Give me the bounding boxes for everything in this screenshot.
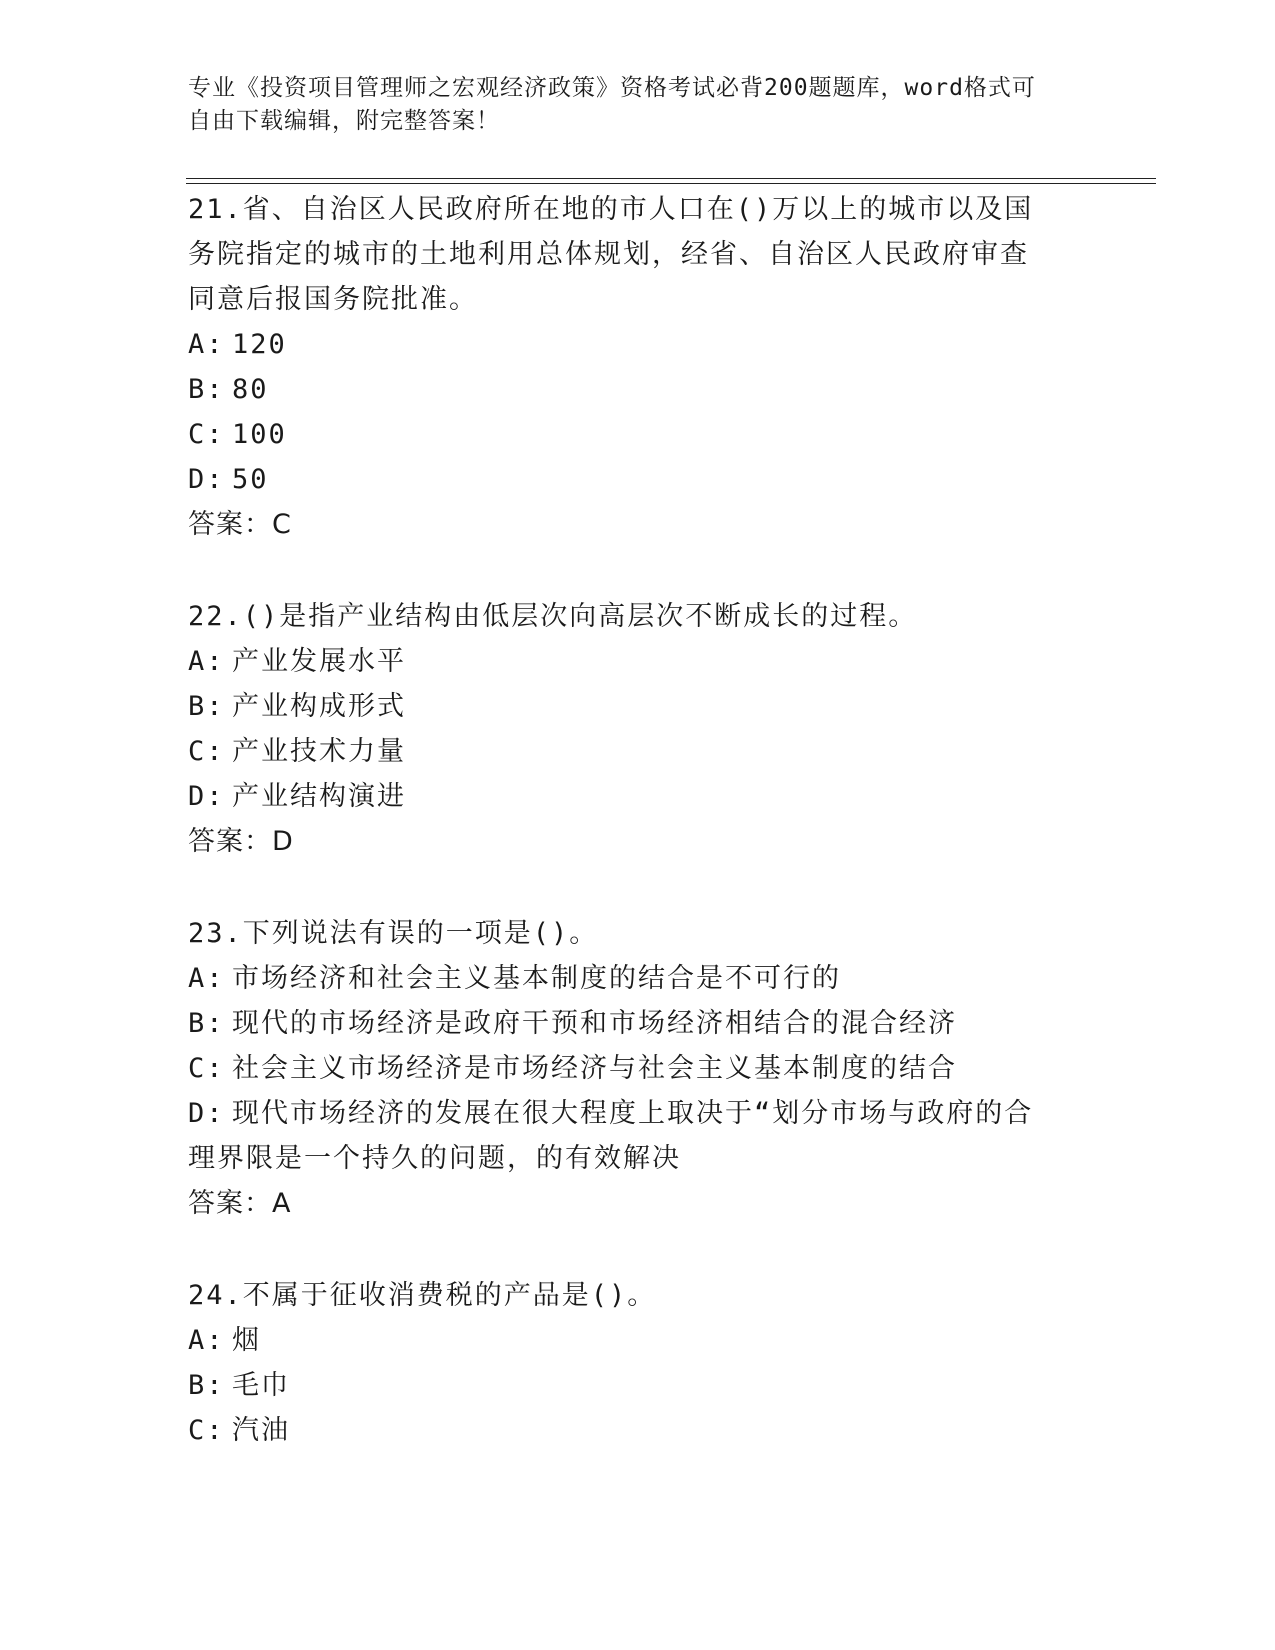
- option-d: [188, 457, 1088, 502]
- option-a: [188, 322, 1088, 367]
- question-21: [188, 187, 1088, 547]
- option-text: 烟: [232, 1325, 261, 1356]
- option-letter: B:: [188, 374, 225, 405]
- option-b: [188, 1001, 1088, 1046]
- option-text: 120: [232, 329, 287, 360]
- option-letter: C:: [188, 1053, 225, 1084]
- option-b: [188, 367, 1088, 412]
- question-22: [188, 594, 1088, 864]
- option-a: [188, 639, 1088, 684]
- option-letter: B:: [188, 1008, 225, 1039]
- option-letter: B:: [188, 691, 225, 722]
- header-divider-bottom: [186, 183, 1156, 184]
- option-text: 社会主义市场经济是市场经济与社会主义基本制度的结合: [232, 1053, 957, 1084]
- header-divider-top: [186, 178, 1156, 179]
- option-a: [188, 956, 1088, 1001]
- option-letter: C:: [188, 419, 225, 450]
- option-text: 100: [232, 419, 287, 450]
- option-text: 现代的市场经济是政府干预和市场经济相结合的混合经济: [232, 1008, 957, 1039]
- option-letter: B:: [188, 1370, 225, 1401]
- option-letter: D:: [188, 1098, 225, 1129]
- option-text: 产业结构演进: [232, 781, 406, 812]
- question-text: 21.省、自治区人民政府所在地的市人口在()万以上的城市以及国务院指定的城市的土地利用总体规划，经省、自治区人民政府审查同意后报国务院批准。: [188, 194, 1034, 315]
- option-text: 产业技术力量: [232, 736, 406, 767]
- answer-line: 答案：A: [188, 1188, 292, 1219]
- option-text: 市场经济和社会主义基本制度的结合是不可行的: [232, 963, 841, 994]
- option-c: [188, 729, 1088, 774]
- header-line-2: 自由下载编辑，附完整答案！: [188, 108, 500, 134]
- option-text: 产业发展水平: [232, 646, 406, 677]
- document-header: [188, 72, 1068, 138]
- option-letter: C:: [188, 736, 225, 767]
- option-letter: D:: [188, 464, 225, 495]
- option-letter: C:: [188, 1415, 225, 1446]
- option-d: [188, 774, 1088, 819]
- option-text: 产业构成形式: [232, 691, 406, 722]
- option-b: [188, 1363, 1088, 1408]
- option-letter: A:: [188, 646, 225, 677]
- answer-line: 答案：C: [188, 509, 292, 540]
- option-letter: A:: [188, 1325, 225, 1356]
- option-letter: A:: [188, 329, 225, 360]
- option-d: [188, 1091, 1048, 1181]
- option-c: [188, 412, 1088, 457]
- option-text: 汽油: [232, 1415, 290, 1446]
- option-text: 毛巾: [232, 1370, 290, 1401]
- answer-line: 答案：D: [188, 826, 294, 857]
- question-23: [188, 911, 1088, 1226]
- question-text: 22.()是指产业结构由低层次向高层次不断成长的过程。: [188, 601, 918, 632]
- option-letter: A:: [188, 963, 225, 994]
- option-c: [188, 1408, 1088, 1453]
- option-b: [188, 684, 1088, 729]
- question-text: 24.不属于征收消费税的产品是()。: [188, 1280, 657, 1311]
- question-24: [188, 1273, 1088, 1453]
- option-a: [188, 1318, 1088, 1363]
- question-text: 23.下列说法有误的一项是()。: [188, 918, 599, 949]
- option-text: 80: [232, 374, 269, 405]
- option-c: [188, 1046, 1088, 1091]
- question-list: [188, 187, 1088, 1500]
- option-text: 现代市场经济的发展在很大程度上取决于“划分市场与政府的合理界限是一个持久的问题，的有效解决: [188, 1098, 1034, 1174]
- option-letter: D:: [188, 781, 225, 812]
- option-text: 50: [232, 464, 269, 495]
- header-line-1: 专业《投资项目管理师之宏观经济政策》资格考试必背200题题库，word格式可: [188, 75, 1036, 101]
